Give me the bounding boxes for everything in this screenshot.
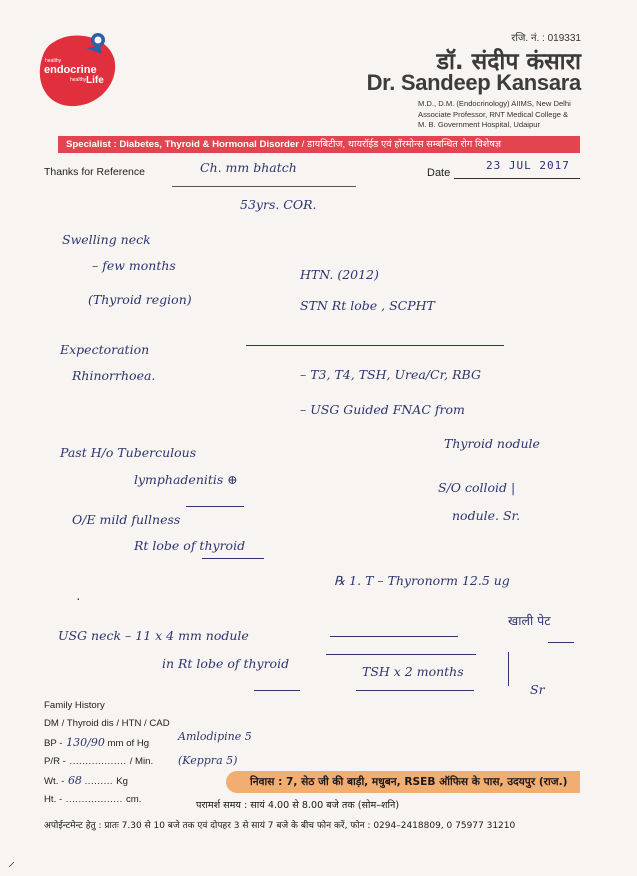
investigation-note: – T3, T4, TSH, Urea/Cr, RBG bbox=[300, 367, 481, 382]
clinic-logo bbox=[36, 30, 118, 110]
separator-stroke bbox=[186, 506, 244, 507]
svg-text:healthy: healthy bbox=[45, 58, 62, 64]
family-history-label: Family History bbox=[44, 700, 105, 711]
registration-number: रजि. नं. : 019331 bbox=[511, 33, 581, 44]
appointment-info: अपोईन्टमेन्ट हेतु : प्रातः 7.30 से 10 बजे तक एवं दोपहर 3 से सायं 7 बजे के बीच फोन करें, फोन : 0294–2418809, 0 75977 31210 bbox=[44, 821, 516, 831]
bp-unit: mm of Hg bbox=[107, 738, 150, 749]
separator-stroke bbox=[326, 654, 476, 655]
consultation-hours: परामर्श समय : सायं 4.00 से 8.00 बजे तक (सोम–शनि) bbox=[196, 800, 400, 811]
medication-note: (Keppra 5) bbox=[178, 754, 238, 767]
age-sex-note: 53yrs. COR. bbox=[240, 197, 317, 212]
doctor-name-hindi: डॉ. संदीप कंसारा bbox=[436, 49, 581, 75]
investigation-note: – USG Guided FNAC from bbox=[300, 402, 465, 417]
reference-underline bbox=[172, 186, 356, 187]
investigation-note: S/O colloid | bbox=[438, 480, 516, 495]
weight-row: Wt. - 68 ......... Kg bbox=[44, 774, 129, 787]
qualification-line: Associate Professor, RNT Medical College & bbox=[418, 109, 569, 119]
thanks-for-reference-label: Thanks for Reference bbox=[44, 166, 145, 178]
svg-text:endocrine: endocrine bbox=[44, 64, 97, 76]
weight-unit: Kg bbox=[116, 776, 129, 787]
past-history-note: lymphadenitis ⊕ bbox=[134, 472, 238, 487]
signature-initials: Sr bbox=[530, 682, 545, 697]
past-history-note: Past H/o Tuberculous bbox=[60, 445, 197, 460]
weight-value: 68 bbox=[67, 774, 82, 787]
medication-note: Amlodipine 5 bbox=[178, 730, 252, 743]
usg-note: USG neck – 11 x 4 mm nodule bbox=[58, 628, 249, 643]
complaint-note: Expectoration bbox=[60, 342, 150, 357]
history-note: HTN. (2012) bbox=[300, 267, 379, 282]
complaint-note: Swelling neck bbox=[62, 232, 151, 247]
separator-stroke bbox=[330, 636, 458, 637]
history-note: STN Rt lobe , SCPHT bbox=[300, 298, 435, 313]
height-unit: cm. bbox=[125, 794, 142, 805]
qualifications bbox=[418, 99, 571, 131]
bp-label: BP bbox=[44, 738, 57, 749]
separator-stroke bbox=[246, 345, 504, 346]
date-underline bbox=[454, 178, 580, 179]
svg-text:Life: Life bbox=[86, 75, 104, 86]
svg-text:healthy: healthy bbox=[70, 77, 87, 83]
complaint-note: Rhinorrhoea. bbox=[72, 368, 156, 383]
separator-stroke bbox=[508, 652, 510, 686]
pulse-label: P/R bbox=[44, 756, 60, 767]
separator-stroke bbox=[356, 690, 474, 691]
pulse-unit: / Min. bbox=[129, 756, 154, 767]
bp-row: BP - 130/90 mm of Hg bbox=[44, 736, 150, 749]
stray-mark: · bbox=[76, 590, 81, 606]
qualification-line: M.D., D.M. (Endocrinology) AIIMS, New Delhi bbox=[418, 99, 571, 108]
referral-note: Ch. mm bhatch bbox=[200, 160, 297, 175]
prescription-instruction: खाली पेट bbox=[508, 613, 551, 628]
examination-note: Rt lobe of thyroid bbox=[134, 538, 246, 553]
weight-label: Wt. bbox=[44, 776, 59, 787]
investigation-note: nodule. Sr. bbox=[452, 508, 521, 523]
separator-stroke bbox=[548, 642, 574, 643]
family-history-options: DM / Thyroid dis / HTN / CAD bbox=[44, 718, 170, 729]
usg-note: in Rt lobe of thyroid bbox=[162, 656, 290, 671]
follow-up-note: TSH x 2 months bbox=[362, 664, 464, 679]
height-label: Ht. bbox=[44, 794, 57, 805]
complaint-note: – few months bbox=[92, 258, 176, 273]
prescription-line: ℞ 1. T – Thyronorm 12.5 ug bbox=[334, 573, 510, 588]
pulse-row: P/R - .................. / Min. bbox=[44, 756, 154, 767]
specialist-hindi: / डायबिटीज, थायरॉईड एवं हॉरमोन्स सम्बन्धित रोग विशेषज्ञ bbox=[298, 139, 502, 150]
bp-value: 130/90 bbox=[66, 736, 105, 749]
qualification-line: M. B. Government Hospital, Udaipur bbox=[418, 120, 540, 129]
residence-address: निवास : 7, सेठ जी की बाड़ी, मधुबन, RSEB ऑफिस के पास, उदयपुर (राज.) bbox=[226, 771, 580, 793]
specialist-english: Specialist : Diabetes, Thyroid & Hormonal Disorder bbox=[66, 139, 299, 150]
height-row: Ht. - .................. cm. bbox=[44, 794, 142, 805]
investigation-note: Thyroid nodule bbox=[444, 436, 540, 451]
stray-mark: ⸝ bbox=[8, 853, 15, 869]
specialist-banner bbox=[58, 136, 580, 153]
separator-stroke bbox=[254, 690, 300, 691]
separator-stroke bbox=[202, 558, 264, 559]
date-stamp: 23 JUL 2017 bbox=[486, 159, 570, 172]
doctor-name: Dr. Sandeep Kansara bbox=[366, 70, 581, 95]
examination-note: O/E mild fullness bbox=[72, 512, 181, 527]
complaint-note: (Thyroid region) bbox=[88, 292, 192, 307]
date-label: Date bbox=[427, 167, 451, 179]
